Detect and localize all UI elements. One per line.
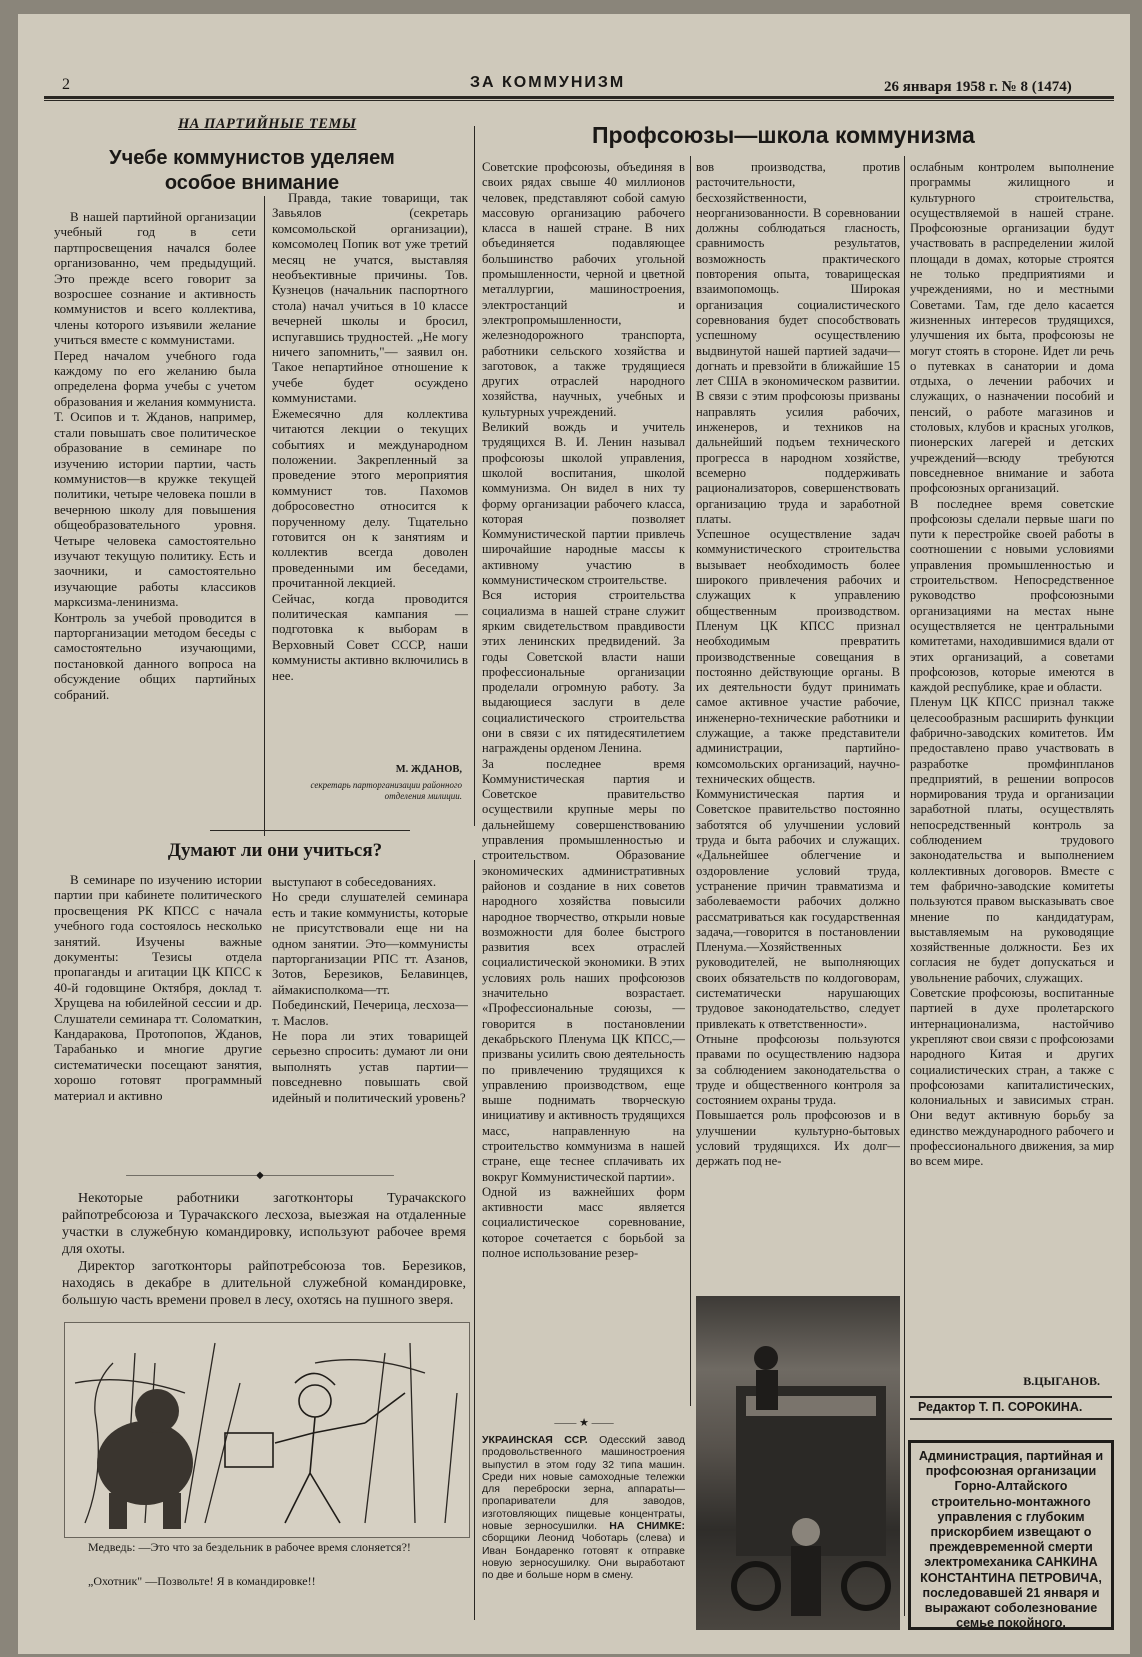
cartoon-caption-1: Медведь: —Это что за бездельник в рабочее время слоняется?!: [88, 1540, 411, 1554]
photo-caption-heading: УКРАИНСКАЯ ССР.: [482, 1434, 588, 1446]
article4-text-3: ослабным контролем выполнение программы жилищного и культурного строительства, осуществляемой в нашей стране. Профсоюзные организации будут участвовать в распределении жилой площади в домах, которые строятся не только предприятиями и учреждениями, но и местными Советами. Там, где дело касается жизненных интересов трудящихся, улучшения их быта, профсоюзы не могут стоять в стороне. Идет ли речь о путевках в санатории и дома отдыха, о лечении рабочих и служащих, о назначении пособий и пенсий, о работе магазинов и столовых, клубов и красных уголков, пионерских лагерей и детских учреждений—всюду требуются повседневное внимание и забота профсоюзных организаций. В последнее время советские профсоюзы сделали первые шаги по пути к перестройке своей работы в соотношении с новыми условиями управления промышленностью и строительством. Непосредственное руководство профсоюзными организациями на местах ныне осуществляется не центральными комитетами, находившимися вдали от этих организаций, а советами профсоюзов, которые имеются в каждой республике, крае и области. Пленум ЦК КПСС признал также целесообразным расширить функции фабрично-заводских комитетов. Им предоставлено право участвовать в разработке промфинпланов предприятий, в решении вопросов нормирования труда и организации заработной платы, осуществлять непосредственный контроль за соблюдением трудового законодательства и выполнением коллективных договоров. Вместе с тем фабрично-заводские комитеты пользуются правом высказывать свое мнение по кандидатурам, выставляемым на руководящие хозяйственные должности. Без их согласия не будет допускаться и увольнение рабочих, служащих. Советские профсоюзы, воспитанные партией в духе пролетарского интернационализма, настойчиво укрепляют свои связи с профсоюзами народного Китая и других социалистических стран, а также с профсоюзами капиталистических, колониальных и зависимых стран. Они ведут активную борьбу за единство международного рабочего и профессионального движения, за мир во всем мире.: [910, 160, 1114, 1169]
article4-signature: В.ЦЫГАНОВ.: [1023, 1374, 1100, 1388]
cartoon-drawing: [65, 1323, 469, 1537]
article1-signature-title: секретарь парторганизации районного отделения милиции.: [310, 780, 462, 801]
rubric-heading: НА ПАРТИЙНЫЕ ТЕМЫ: [178, 116, 357, 132]
header-rule: [44, 96, 1114, 99]
article4-column-3: [910, 160, 1114, 1374]
page-number: 2: [62, 76, 70, 93]
star-separator: —— ★ ——: [554, 1417, 614, 1429]
editor-rule: [910, 1396, 1112, 1398]
article4-divider-1: [690, 156, 691, 1406]
article4-divider-2: [904, 156, 905, 1616]
article2-text-1: В семинаре по изучению истории партии при кабинете политического просвещения РК КПСС с начала учебного года состоялось несколько занятий. Изучены важные документы: Тезисы отдела пропаганды и агитации ЦК КПСС к 40-й годовщине Октября, доклад т. Хрущева на юбилейной сессии и др. Слушатели семинара тт. Соломаткин, Кандаракова, Протопопов, Жданов, Тарабанько и многие другие систематически посещают занятия, хорошо готовят программный материал и активно: [54, 872, 262, 1103]
article2-title: Думают ли они учиться?: [167, 840, 383, 861]
photo-caption-text: Одесский завод продовольственного машиностроения выпустил в этом году 32 типа машин. Среди них новые самоходные тележки для переброски зерна, аппараты—пропариватели для заводов, изготовляющих пищевые концентраты, новые зерносушилки.: [482, 1434, 685, 1533]
photo-shapes: [696, 1296, 900, 1630]
photo-caption-text-2: сборщики Леонид Чоботарь (слева) и Иван Бондаренко готовят к отправке новую зерносушилку. Они выработают по две и больше норм в смену.: [482, 1532, 685, 1582]
article2-column-2: [272, 874, 468, 1164]
article4-text-1: Советские профсоюзы, объединяя в своих рядах свыше 40 миллионов человек, представляют собой самую массовую организацию рабочего класса в нашей стране. В них объединяется подавляющее большинство рабочих угольной промышленности, черной и цветной металлургии, машиностроения, электростанций и электропромышленности, железнодорожного транспорта, работники сельского хозяйства и заготовок, а также трудящиеся других отраслей народного хозяйства, научных, учебных и культурных учреждений. Великий вождь и учитель трудящихся В. И. Ленин называл профсоюзы школой управления, школой воспитания, школой коммунизма. Он видел в них ту форму организации рабочего класса, которая позволяет Коммунистической партии привлечь широчайшие народные массы к активному участию в коммунистическом строительстве. Вся история строительства социализма в нашей стране служит ярким свидетельством правдивости этих ленинских предвидений. За годы Советской власти наши профессиональные организации проделали огромную работу. За выдающиеся заслуги в деле социалистического строительства они в связи с их пятидесятилетием награждены орденом Ленина. За последнее время Коммунистическая партия и Советское правительство осуществили крупные меры по дальнейшему совершенствованию управления промышленностью и строительством. Образование экономических административных районов и создание в них советов народного хозяйства повысили народное творчество, открыли новые возможности для более быстрого развития всех отраслей социалистической экономики. В этих условиях роль наших профсоюзов значительно возрастает. «Профессиональные союзы, — говорится в постановлении декабрьского Пленума ЦК КПСС,— призваны усилить свою деятельность по привлечению трудящихся к управлению производством, еще выше поднимать творческую инициативу и активность трудящихся масс, направленную на строительство коммунизма в нашей стране, еще теснее сплачивать их вокруг Коммунистической партии». Одной из важнейших форм активности масс является социалистическое соревнование, которое сочетается с борьбой за полное использование резер-: [482, 160, 685, 1261]
article4-title: Профсоюзы—школа коммунизма: [592, 122, 975, 148]
cartoon-caption-2: „Охотник" —Позвольте! Я в командировке!!: [88, 1574, 316, 1588]
photo-caption-label: НА СНИМКЕ:: [609, 1520, 685, 1533]
column-divider-lower: [474, 860, 475, 1620]
article1-signature: М. ЖДАНОВ,: [395, 764, 462, 775]
editor-rule-bottom: [910, 1418, 1112, 1420]
article2-text-2: выступают в собеседованиях. Но среди слушателей семинара есть и такие коммунисты, которые не присутствовали еще ни на одном занятии. Это—коммунисты парторганизации РПС тт. Азанов, Зотов, Березиков, Белавинцев, аймакисполкома—тт. Побединский, Печерица, лесхоза—т. Маслов. Не пора ли этих товарищей серьезно спросить: думают ли они выполнять устав партии—повседневно повышать свой идейный и политический уровень?: [272, 874, 468, 1105]
article1-title: Учебе коммунистов уделяем особое внимание: [109, 147, 395, 194]
article4-text-2: вов производства, против расточительности, бесхозяйственности, неорганизованности. В соревновании должны соблюдаться гласность, сравнимость результатов, возможность практического повторения опыта, товарищеская взаимопомощь. Широкая организация социалистического соревнования будет способствовать успешному осуществлению выдвинутой нашей партией задачи—догнать и превзойти в ближайшие 15 лет США в экономическом развитии. В связи с этим профсоюзы призваны направлять усилия рабочих, инженеров, и техников на дальнейший подъем технического прогресса в народном хозяйстве, всемерно поддерживать рационализаторов, совершенствовать организацию труда и заработной платы. Успешное осуществление задач коммунистического строительства вызывает необходимость более широкого привлечения рабочих и служащих к управлению общественным производством. Пленум ЦК КПСС признал необходимым превратить производственные совещания в постоянно действующие органы. В их деятельности будут принимать самое активное участие рабочие, инженерно-технические работники и служащие, а также представители администрации, партийно-комсомольских организаций, научно-технических обществ. Коммунистическая партия и Советское правительство постоянно заботятся об улучшении условий труда и быта рабочих и служащих. «Дальнейшее облегчение и оздоровление условий труда, устранение причин травматизма и заболеваемости рабочих должно рассматриваться как государственная задача,—говорится в постановлении Пленума.—Хозяйственных руководителей, не выполняющих своих обязательств по колдоговорам, систематически нарушающих трудовое законодательство, следует привлекать к ответственности». Отныне профсоюзы пользуются правами по осуществлению надзора за соблюдением законодательства о труде и общественного контроля за состоянием охраны труда. Повышается роль профсоюзов и в улучшении культурно-бытовых условий трудящихся. Их долг— держать под не-: [696, 160, 900, 1169]
newspaper-title: ЗА КОММУНИЗМ: [470, 74, 626, 91]
article2-column-1: [54, 872, 262, 1162]
column-divider: [474, 126, 475, 826]
obituary-text: Администрация, партийная и профсоюзная организации Горно-Алтайского строительно-монтажного управления с глубоким прискорбием извещают о преждевременной смерти электромеханика САНКИНА КОНСТАНТИНА ПЕТРОВИЧА, последовавшей 21 января и выражают соболезнование семье покойного.: [918, 1449, 1104, 1631]
issue-date: 26 января 1958 г. № 8 (1474): [884, 79, 1072, 95]
article1-column-1: [54, 209, 256, 815]
photo-caption: [482, 1434, 685, 1624]
photo-grain-dryer: [696, 1296, 900, 1630]
article-separator: [210, 830, 410, 831]
article3: [62, 1190, 466, 1324]
article3-paragraph-1: Некоторые работники заготконторы Турачакского райпотребсоюза и Турачакского лесхоза, выезжая на отдаленные участки в служебную командировку, используют рабочее время для охоты.: [62, 1191, 466, 1257]
cartoon-illustration: [64, 1322, 470, 1538]
article1-divider: [264, 196, 265, 836]
header-rule-thin: [44, 100, 1114, 101]
article3-paragraph-2: Директор заготконторы райпотребсоюза тов. Березиков, находясь в декабре в длительной служебной командировке, большую часть времени провел в лесу, охотясь на пушного зверя.: [62, 1259, 466, 1308]
separator-ornament: —————————————◆—————————————: [126, 1170, 394, 1181]
article4-column-2: [696, 160, 900, 1272]
article1-text-1: В нашей партийной организации учебный год в сети партпросвещения начался более организованно, чем предыдущий. Это прежде всего говорит за возросшее сознание и активность коммунистов и всего коллектива, члены которого изъявили желание учиться вместе с коммунистами. Перед началом учебного года каждому по его желанию была определена форма учебы с учетом образования и желания коммуниста. Т. Осипов и т. Жданов, например, стали повышать свое политическое образование в семинаре по изучению истории партии, часть коммунистов—в кружке текущей политики, четыре человека пошли в вечернюю школу для повышения общеобразовательного уровня. Четыре человека самостоятельно изучают текущую политику. Есть и заочники, и самостоятельно изучающие работы классиков марксизма-ленинизма. Контроль за учебой проводится в парторганизации методом беседы с самостоятельно изучающими, постановкой данного вопроса на обсуждение общих партийных собраний.: [54, 209, 256, 702]
article1-column-2: [272, 190, 468, 750]
obituary-box: [908, 1440, 1114, 1630]
article1-text-2: Правда, такие товарищи, так Завьялов (секретарь комсомольской организации), комсомолец Попик вот уже третий месяц не учатся, выставляя необъективные причины. Тов. Кузнецов (начальник паспортного стола) начал учиться в 10 классе вечерней школы и бросил, испугавшись трудностей. „Не могу ничего запомнить,"— заявил он. Такое непартийное отношение к учебе будет осуждено коммунистами. Ежемесячно для коллектива читаются лекции о текущих событиях и международном положении. Закрепленный за проведение этого мероприятия коммунист тов. Пахомов добросовестно относится к порученному делу. Тщательно готовится он к занятиям и коллектив всегда доволен проведенными им беседами, прочитанной лекцией. Сейчас, когда проводится политическая кампания — подготовка к выборам в Верховный Совет СССР, наши коммунисты активно включились в нее.: [272, 190, 468, 683]
article4-column-1: [482, 160, 685, 1402]
editor-line: Редактор Т. П. СОРОКИНА.: [918, 1400, 1083, 1414]
